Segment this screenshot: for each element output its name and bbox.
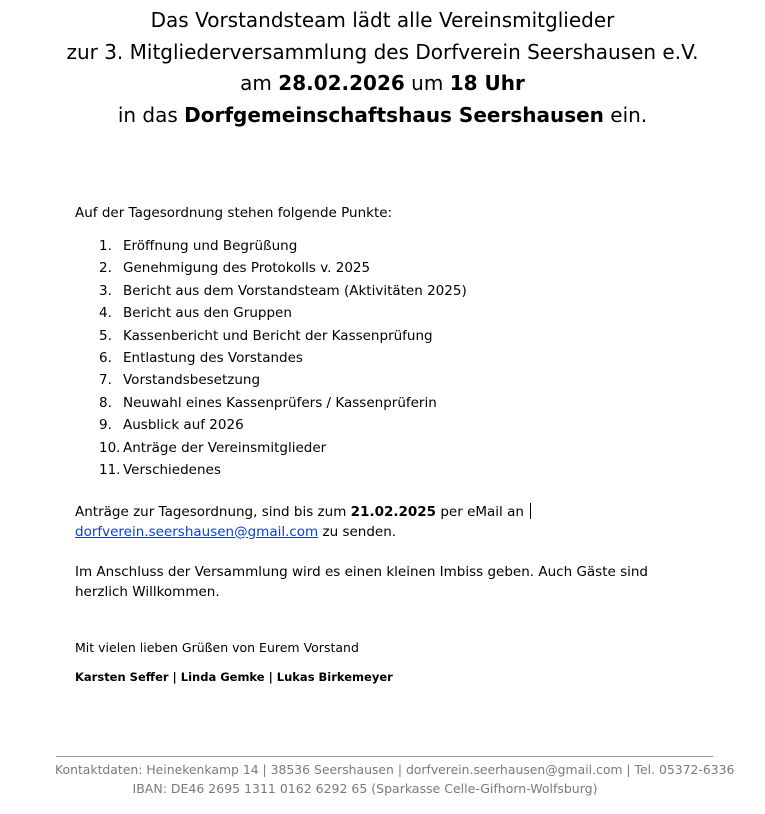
agenda-item-number: 3. [99, 282, 112, 299]
agenda-item [75, 302, 467, 324]
header-um: um [404, 71, 450, 95]
header-line-1: Das Vorstandsteam lädt alle Vereinsmitglieder [150, 8, 615, 32]
agenda-item-number: 6. [99, 349, 112, 366]
agenda-item-number: 9. [99, 417, 112, 434]
proposals-text-end: zu senden. [318, 523, 397, 540]
agenda-item-text: Anträge der Vereinsmitglieder [123, 439, 327, 456]
agenda-item-number: 5. [99, 327, 112, 344]
agenda-item-number: 10. [99, 439, 121, 456]
agenda-item [75, 347, 467, 369]
agenda-intro: Auf der Tagesordnung stehen folgende Punkte: [75, 205, 393, 221]
greeting: Mit vielen lieben Grüßen von Eurem Vorstand [75, 640, 359, 655]
header-line-4 [0, 100, 765, 132]
agenda-item-number: 4. [99, 305, 112, 322]
invitation-header [0, 5, 765, 131]
header-ein: ein. [603, 102, 648, 127]
agenda-item-text: Kassenbericht und Bericht der Kassenprüfung [123, 327, 433, 344]
agenda-item-number: 7. [99, 372, 112, 389]
agenda-item [75, 325, 467, 347]
agenda-item-number: 11. [99, 461, 121, 478]
agenda-item [75, 257, 467, 279]
meeting-time: 18 Uhr [449, 71, 525, 95]
agenda-item-text: Verschiedenes [123, 461, 221, 478]
agenda-item-number: 2. [99, 260, 112, 277]
agenda-item [75, 437, 467, 459]
agenda-item-text: Bericht aus dem Vorstandsteam (Aktivitäten 2025) [123, 282, 467, 299]
header-in-das: in das [117, 102, 185, 127]
agenda-item-text: Eröffnung und Begrüßung [123, 238, 298, 254]
text-cursor [530, 503, 531, 519]
agenda-item-text: Vorstandsbesetzung [123, 372, 261, 389]
agenda-item-number: 1. [99, 238, 112, 254]
agenda-item-text: Entlastung des Vorstandes [123, 349, 303, 366]
agenda-item-text: Ausblick auf 2026 [123, 417, 244, 434]
agenda-item-text: Genehmigung des Protokolls v. 2025 [123, 260, 371, 277]
signers: Karsten Seffer | Linda Gemke | Lukas Birkemeyer [75, 670, 393, 684]
agenda-item [75, 235, 467, 257]
header-line-3 [0, 68, 765, 100]
header-line-2: zur 3. Mitgliederversammlung des Dorfverein Seershausen e.V. [66, 39, 699, 64]
footer-contact: Kontaktdaten: Heinekenkamp 14 | 38536 Seershausen | dorfverein.seerhausen@gmail.com | Tel. 05372-6336 [55, 762, 735, 777]
footer-iban: IBAN: DE46 2695 1311 0162 6292 65 (Sparkasse Celle-Gifhorn-Wolfsburg) [132, 781, 598, 796]
proposals-text-mid: per eMail an [436, 504, 529, 520]
snack-note: Im Anschluss der Versammlung wird es einen kleinen Imbiss geben. Auch Gäste sind herzlich Willkommen. [75, 564, 649, 600]
footer-divider [56, 756, 713, 757]
agenda-list [75, 235, 467, 481]
meeting-venue: Dorfgemeinschaftshaus Seershausen [184, 102, 604, 127]
agenda-item-text: Neuwahl eines Kassenprüfers / Kassenprüferin [123, 394, 437, 411]
header-am: am [240, 71, 279, 95]
email-link[interactable]: dorfverein.seershausen@gmail.com [75, 523, 319, 540]
agenda-item [75, 369, 467, 391]
agenda-item [75, 414, 467, 436]
agenda-item [75, 392, 467, 414]
agenda-item-number: 8. [99, 394, 112, 411]
meeting-date: 28.02.2026 [278, 71, 405, 95]
proposals-text-start: Anträge zur Tagesordnung, sind bis zum [75, 504, 351, 520]
agenda-item-text: Bericht aus den Gruppen [123, 305, 292, 322]
proposals-deadline: 21.02.2025 [350, 504, 437, 520]
agenda-item [75, 280, 467, 302]
agenda-item [75, 459, 467, 481]
proposals-paragraph [75, 503, 695, 542]
